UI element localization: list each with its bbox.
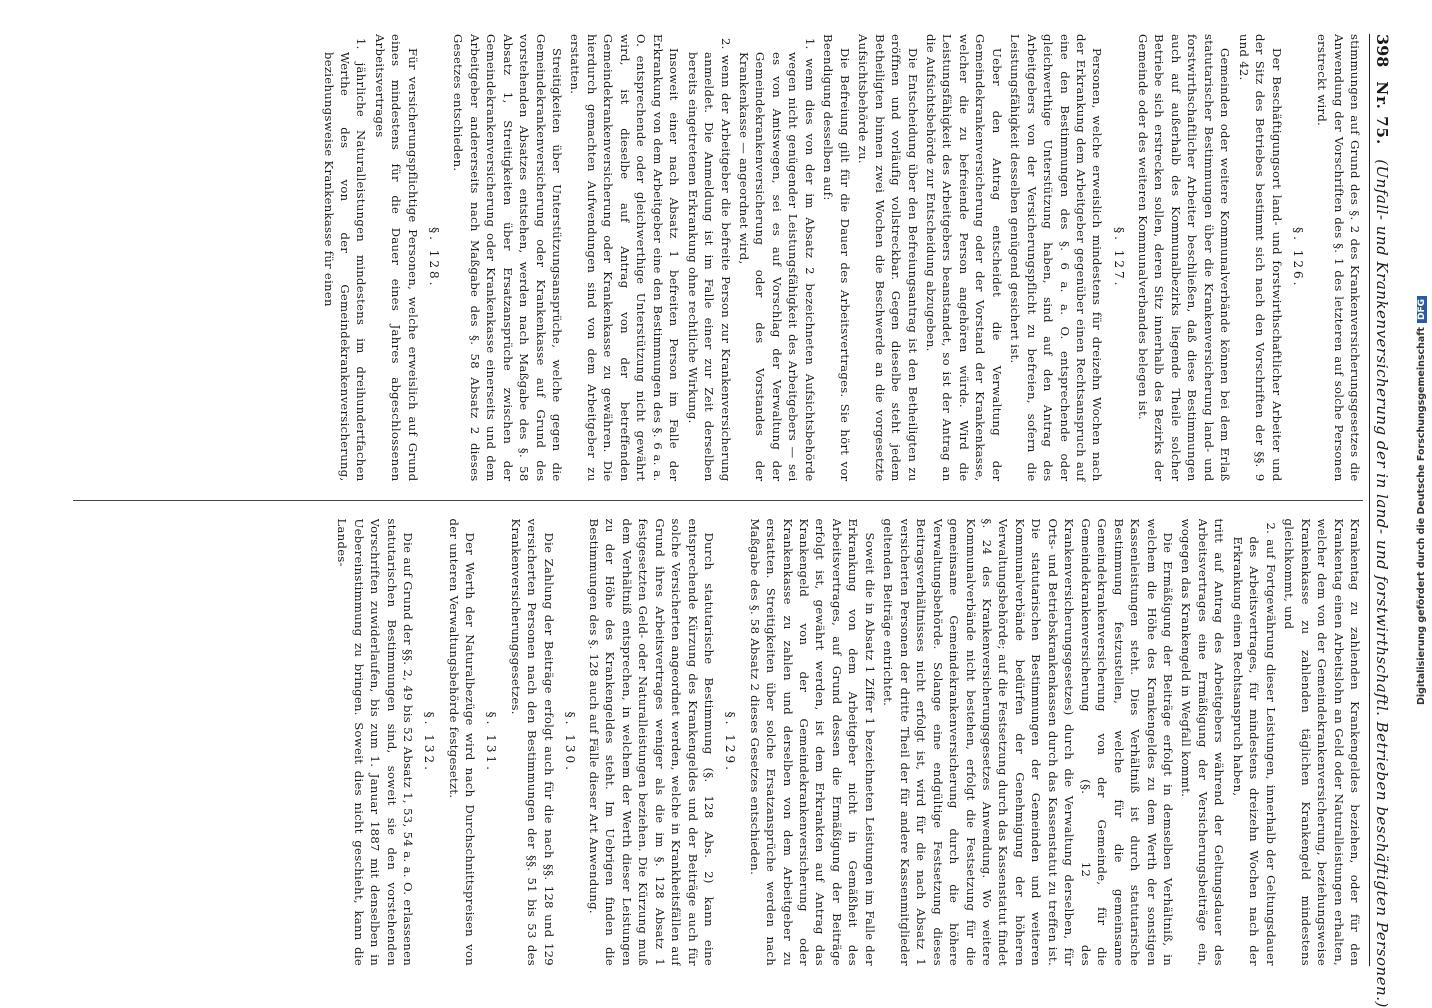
list-item: 2. wenn der Arbeitgeber die befreite Person zur Krankenversicherung anmeldet. Die Anmeldung ist im Falle einer zur Zeit derselben bereits eingetretenen Erkrankung ohne rechtliche Wirkung.	[685, 38, 733, 482]
paragraph: Die Befreiung gilt für die Dauer des Arbeitsvertrages. Sie hört vor Beendigung desselben auf:	[821, 34, 852, 482]
paragraph: Der Beschäftigungsort land- und forstwirthschaftlicher Arbeiter und der Sitz des Betriebes bestimmt sich nach den Vorschriften der §§. 9 und 42.	[1236, 34, 1284, 482]
paragraph: Der Werth der Naturalbezüge wird nach Durchschnittspreisen von der unteren Verwaltungsbehörde festgesetzt.	[446, 518, 478, 966]
rotated-document-page	[10, 20, 1400, 1008]
column-divider	[73, 500, 1363, 501]
paragraph: Die auf Grund der §§. 2, 49 bis 52 Absatz 1, 53, 54 a. a. O. erlassenen statutarischen Bestimmungen sind, soweit sie den vorstehenden Vorschriften zuwiderlaufen, bis zum 1. Januar 1887 mit denselben in Uebereinstimmung zu bringen. Soweit dies nicht geschieht, kann die Landes-	[335, 518, 416, 966]
list-item: 1. jährliche Naturalleistungen mindestens im dreihundertfachen Werthe des von der Gemeindekrankenversicherung, beziehungsweise Krankenkasse für einen	[321, 38, 369, 482]
paragraph: Ueber den Antrag entscheidet die Verwaltung der Gemeindekrankenversicherung oder der Vorstand der Krankenkasse, welcher die zu befreiende Person angehören würde. Wird die Leistungsfähigkeit des Arbeitgebers beanstandet, so ist der Antrag an die Aufsichtsbehörde zur Entscheidung abzugeben.	[923, 34, 1004, 482]
paragraph: Durch statutarische Bestimmung (§. 128 Abs. 2) kann eine entsprechende Kürzung des Krankengeldes und der Beiträge auch für solche Versicherten angeordnet werden, welche in Krankheitsfällen auf Grund ihres Arbeitsvertrages weniger als die im §. 128 Absatz 1 festgesetzten Geld- oder Naturalleistungen beziehen. Die Kürzung muß dem Verhältniß entsprechen, in welchem der Werth dieser Leistungen zu der Höhe des Krankengeldes steht. Im Uebrigen finden die Bestimmungen des §. 128 auch auf Fälle dieser Art Anwendung.	[587, 518, 717, 966]
section-heading: §. 129.	[723, 711, 738, 773]
section-heading: §. 130.	[562, 711, 577, 773]
paragraph: Die Zahlung der Beiträge erfolgt auch für die nach §§. 128 und 129 versicherten Personen nach den Bestimmungen der §§. 51 bis 53 des Krankenversicherungsgesetzes.	[508, 518, 556, 966]
paragraph: Krankentag zu zahlenden Krankengeldes beziehen, oder für den Krankentag einen Arbeitslohn an Geld oder Naturalleistungen erhalten, welcher dem von der Gemeindekrankenversicherung, beziehungsweise Krankenkasse zu zahlenden täglichen Krankengeld mindestens gleichkommt, und	[1282, 518, 1362, 966]
section-heading: §. 131.	[484, 711, 499, 773]
paragraph: Insoweit einer nach Absatz 1 befreiten Person im Falle der Erkrankung von dem Arbeitgeber eine den Bestimmungen des §. 6 a. a. O. entsprechende oder gleichwerthige Unterstützung nicht gewährt wird, ist dieselbe auf Antrag von der betreffenden Gemeindekrankenversicherung oder Krankenkasse zu gewähren. Die hierdurch gemachten Aufwendungen sind von dem Arbeitgeber zu erstatten.	[568, 34, 682, 482]
running-title: (Unfall- und Krankenversicherung der in land- und forstwirthschaftl. Betrieben beschäftigten Personen.)	[1373, 159, 1391, 1008]
section-heading: §. 132.	[422, 711, 437, 773]
list-item: 1. wenn dies von der im Absatz 2 bezeichneten Aufsichtsbehörde wegen nicht genügender Leistungsfähigkeit des Arbeitgebers — sei es von Amtswegen, sei es auf Vorschlag der Verwaltung der Gemeindekrankenversicherung oder des Vorstandes der Krankenkasse — angeordnet wird,	[736, 38, 817, 482]
page-header	[1369, 34, 1392, 1008]
paragraph: stimmungen auf Grund des §. 2 des Krankenversicherungsgesetzes die Anwendung der Vorschriften des §. 1 des letzteren auf solche Personen erstreckt wird.	[1315, 34, 1362, 482]
paragraph: Die Entscheidung über den Befreiungsantrag ist den Betheiligten zu eröffnen und vorläufig vollstreckbar. Gegen dieselbe steht jedem Betheiligten binnen zwei Wochen die Beschwerde an die vorgesetzte Aufsichtsbehörde zu.	[856, 34, 920, 482]
document-number: Nr. 75.	[1373, 81, 1391, 146]
paragraph: Soweit die in Absatz 1 Ziffer 1 bezeichneten Leistungen im Falle der Erkrankung von dem Arbeitgeber nicht in Gemäßheit des Arbeitsvertrages, auf Grund dessen die Ermäßigung der Beiträge erfolgt ist, gewährt werden, ist dem Erkrankten auf Antrag das Krankengeld von der Gemeindekrankenversicherung oder Krankenkasse zu zahlen und derselben von dem Arbeitgeber zu erstatten. Streitigkeiten über solche Ersatzansprüche werden nach Maßgabe des §. 58 Absatz 2 dieses Gesetzes entschieden.	[747, 518, 877, 966]
dfg-logo: DFG	[1416, 296, 1426, 323]
digitization-credit	[1416, 296, 1427, 705]
paragraph: Die Ermäßigung der Beiträge erfolgt in demselben Verhältniß, in welchem die Höhe des Krankengeldes zu dem Werth der sonstigen Kassenleistungen steht. Dies Verhältniß ist durch statutarische Bestimmung festzustellen, welche für die gemeinsame Gemeindekrankenversicherung von der Gemeinde, für die Gemeindekrankenversicherung (§. 12 des Krankenversicherungsgesetzes) durch die Verwaltung derselben, für Orts- und Betriebskrankenkassen durch das Kassenstatut zu treffen ist. Die statutarischen Bestimmungen der Gemeinden und weiteren Kommunalverbände bedürfen der Genehmigung der höheren Verwaltungsbehörde; auf die Festsetzung durch das Kassenstatut findet §. 24 des Krankenversicherungsgesetzes Anwendung. Wo weitere Kommunalverbände nicht bestehen, erfolgt die Festsetzung für die gemeinsame Gemeindekrankenversicherung durch die höhere Verwaltungsbehörde. Solange eine endgültige Festsetzung dieses Beitragsverhältnisses nicht erfolgt ist, wird für die nach Absatz 1 versicherten Personen der dritte Theil der für andere Kassenmitglieder geltenden Beiträge entrichtet.	[881, 518, 1176, 966]
paragraph: Streitigkeiten über Unterstützungsansprüche, welche gegen die Gemeindekrankenversicherung oder Krankenkasse auf Grund des vorstehenden Absatzes entstehen, werden nach Maßgabe des §. 58 Absatz 1, Streitigkeiten über Ersatzansprüche zwischen der Gemeindekrankenversicherung oder Krankenkasse einerseits und dem Arbeitgeber andererseits nach Maßgabe des §. 58 Absatz 2 dieses Gesetzes entschieden.	[451, 34, 564, 482]
paragraph: Gemeinden oder weitere Kommunalverbände können bei dem Erlaß statutarischer Bestimmungen über die Krankenversicherung land- und forstwirthschaftlicher Arbeiter beschließen, daß diese Bestimmungen auch auf außerhalb des Kommunalbezirks liegende Theile solcher Betriebe sich erstrecken sollen, deren Sitz innerhalb des Bezirks der Gemeinde oder des weiteren Kommunalverbandes belegen ist.	[1135, 34, 1233, 482]
credit-text: Digitalisierung gefördert durch die Deutsche Forschungsgemeinschaft	[1415, 326, 1427, 705]
text-columns	[73, 34, 1363, 966]
left-column	[73, 34, 1363, 482]
section-heading: §. 127.	[1111, 227, 1126, 289]
paragraph: Personen, welche erweislich mindestens für dreizehn Wochen nach der Erkrankung dem Arbeitgeber gegenüber einen Rechtsanspruch auf eine den Bestimmungen des §. 6 a. a. O. entsprechende oder gleichwerthige Unterstützung haben, sind auf den Antrag des Arbeitgebers von der Versicherungspflicht zu befreien, sofern die Leistungsfähigkeit desselben genügend gesichert ist.	[1008, 34, 1105, 482]
section-heading: §. 126.	[1290, 227, 1305, 289]
paragraph: tritt auf Antrag des Arbeitgebers während der Geltungsdauer des Arbeitsvertrages eine Ermäßigung der Versicherungsbeiträge ein, wogegen das Krankengeld in Wegfall kommt.	[1179, 518, 1227, 966]
paragraph: Für versicherungspflichtige Personen, welche erweislich auf Grund eines mindestens für die Dauer eines Jahres abgeschlossenen Arbeitsvertrages	[372, 34, 420, 482]
digitization-credit-strip	[1410, 0, 1432, 1000]
section-heading: §. 128.	[426, 227, 441, 289]
list-item: 2. auf Fortgewährung dieser Leistungen, innerhalb der Geltungsdauer des Arbeitsvertrages, für mindestens dreizehn Wochen nach der Erkrankung einen Rechtsanspruch haben,	[1230, 522, 1278, 966]
page-number: 398	[1373, 34, 1392, 68]
right-column	[73, 519, 1363, 967]
